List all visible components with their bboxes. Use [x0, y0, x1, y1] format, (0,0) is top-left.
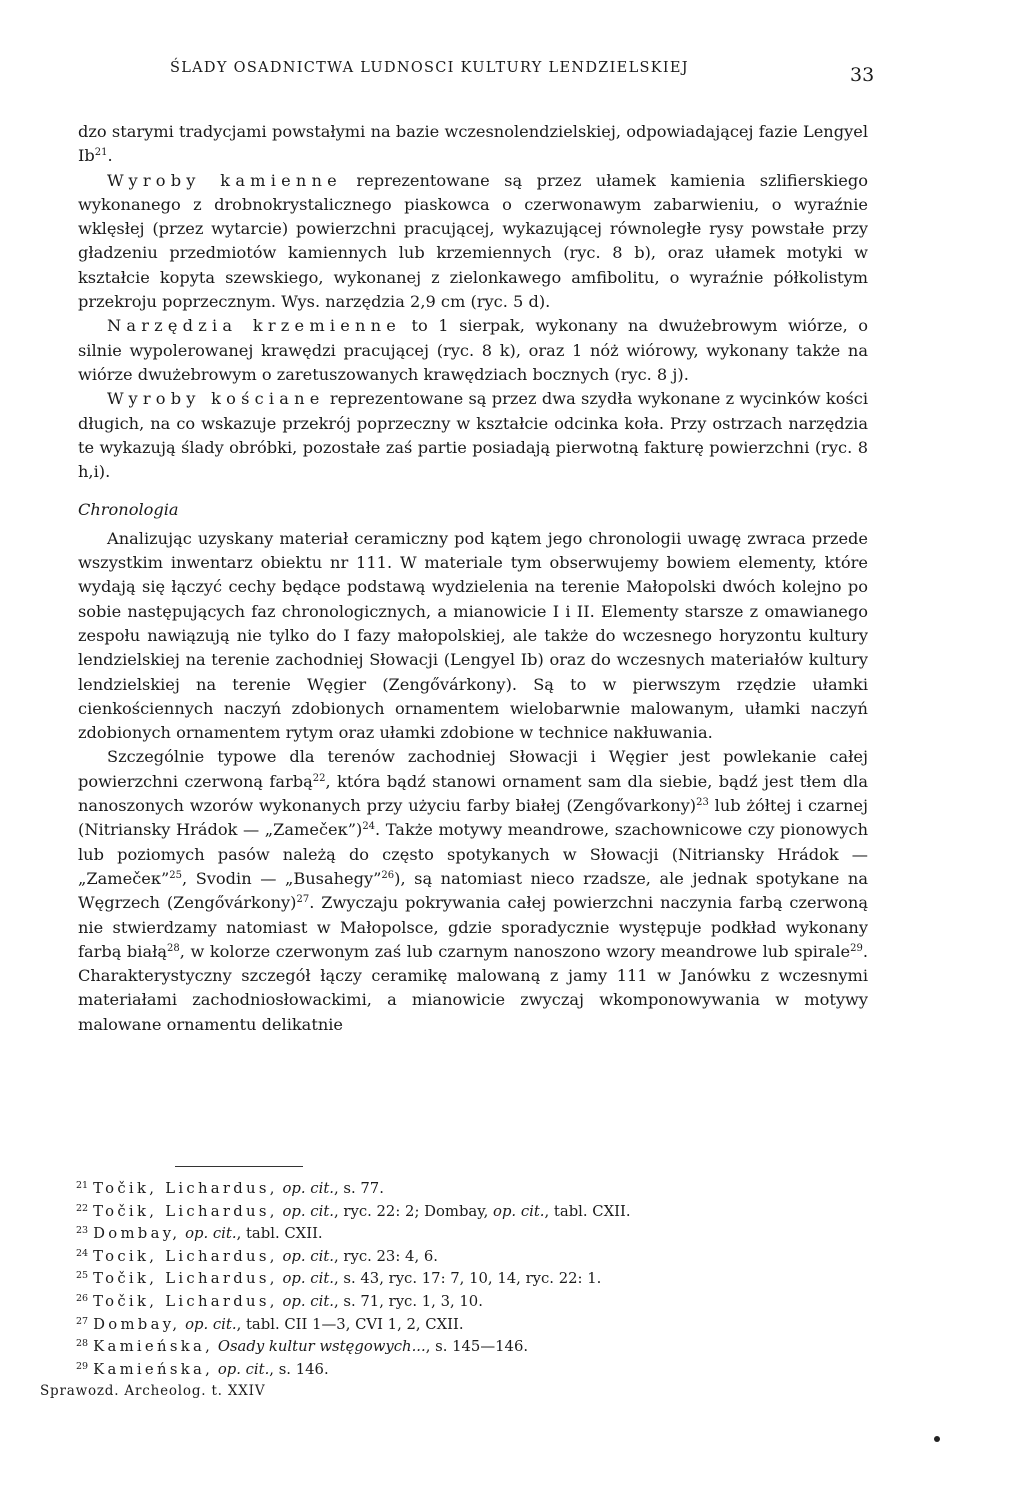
footnote-item: $^{28}$ Kamieńska, Osady kultur wstęgowych..., s. 145—146.	[76, 1338, 529, 1356]
footnote-item: $^{22}$ Točik, Lichardus, op. cit., ryc. 22: 2; Dombay, op. cit., tabl. CXII.	[76, 1202, 631, 1220]
footnote-ref[interactable]: 22	[312, 772, 326, 784]
paragraph-1: dzo starymi tradycjami powstałymi na bazie wczesnolendzielskiej, odpowiadającej fazie Lengyel Ib$^{21}$.	[78, 122, 868, 166]
footnote-item: $^{24}$ Tocik, Lichardus, op. cit., ryc. 23: 4, 6.	[76, 1247, 438, 1265]
footnote-item: $^{25}$ Točik, Lichardus, op. cit., s. 43, ryc. 17: 7, 10, 14, ryc. 22: 1.	[76, 1270, 602, 1288]
footnote-item: $^{26}$ Točik, Lichardus, op. cit., s. 71, ryc. 1, 3, 10.	[76, 1292, 483, 1310]
printer-dot-mark	[934, 1436, 940, 1442]
footnote-item: $^{21}$ Točik, Lichardus, op. cit., s. 77.	[76, 1180, 384, 1197]
signature-note: Sprawozd. Archeolog. t. XXIV	[40, 1383, 266, 1399]
paragraph-bone-artifacts: Wyroby kościane reprezentowane są przez dwa szydła wykonane z wycinków kości długich, na co wskazuje przekrój poprzeczny w kształcie odcinka koła. Przy ostrzach narzędzia te wykazują ślady obróbki, pozostałe zaś partie posiadają pierwotną fakturę powierzchni (ryc. 8 h,i).	[78, 389, 868, 482]
footnote-ref[interactable]: 26	[381, 869, 395, 881]
footnote-ref[interactable]: 24	[362, 821, 376, 833]
main-text	[78, 120, 868, 1037]
footnote-item: $^{23}$ Dombay, op. cit., tabl. CXII.	[76, 1225, 323, 1243]
running-head: ŚLADY OSADNICTWA LUDNOSCI KULTURY LENDZIELSKIEJ	[170, 60, 689, 76]
footnote-ref[interactable]: 29	[850, 942, 863, 954]
footnote-ref[interactable]: 25	[169, 869, 182, 881]
paragraph-painted-ceramics: Szczególnie typowe dla terenów zachodniej Słowacji i Węgier jest powlekanie całej powierzchni czerwoną farbą$^{22}$, która bądź stanowi ornament sam dla siebie, bądź jest tłem dla nanoszonych wzorów wykonanych przy użyciu farby białej (Zengővarkony)$^{23}$ lub żółtej i czarnej (Nitriansky Hrádok — „Zamečeк”)$^{24}$. Także motywy meandrowe, szachownicowe czy pionowych lub poziomych pasów należą do często spotykanych w Słowacji (Nitriansky Hrádok — „Zamečeк”$^{25}$, Svodin — „Busahegy”$^{26}$), są natomiast nieco rzadsze, ale jednak spotykane na Węgrzech (Zengővárkony)$^{27}$. Zwyczaju pokrywania całej powierzchni naczynia farbą czerwoną nie stwierdzamy natomiast w Małopolsce, gdzie sporadycznie występuje podkład wykonany farbą białą$^{28}$, w kolorze czerwonym zaś lub czarnym nanoszono wzory meandrowe lub spirale$^{29}$. Charakterystyczny szczegół łączy ceramikę malowaną z jamy 111 w Janówku z wczesnymi materiałami zachodniosłowackimi, a mianowicie zwyczaj wkomponowywania w motywy malowane ornamentu delikatnie	[78, 747, 869, 1034]
page-number: 33	[850, 64, 875, 86]
paragraph-flint-tools: Narzędzia krzemienne to 1 sierpak, wykonany na dwużebrowym wiórze, o silnie wypolerowanej krawędzi pracującej (ryc. 8 k), oraz 1 nóż wiórowy, wykonany także na wiórze dwużebrowym o zaretuszowanych krawędziach bocznych (ryc. 8 j).	[78, 316, 868, 384]
footnote-divider	[175, 1166, 303, 1167]
footnote-item: $^{27}$ Dombay, op. cit., tabl. CII 1—3, CVI 1, 2, CXII.	[76, 1315, 464, 1333]
footnote-ref[interactable]: 28	[167, 942, 180, 954]
footnotes	[76, 1176, 866, 1379]
footnote-ref[interactable]: 21	[94, 147, 108, 159]
section-heading: Chronologia	[78, 500, 179, 520]
spaced-lead-term: Wyroby kamienne	[107, 170, 342, 190]
footnote-ref[interactable]: 23	[696, 797, 709, 809]
footnote-item: $^{29}$ Kamieńska, op. cit., s. 146.	[76, 1360, 329, 1378]
footnote-ref[interactable]: 27	[296, 894, 310, 906]
spaced-lead-term: Narzędzia krzemienne	[107, 316, 402, 336]
paragraph-stone-artifacts: Wyroby kamienne reprezentowane są przez ułamek kamienia szlifierskiego wykonanego z drobnokrystalicznego piaskowca o czerwonawym zabarwieniu, o wyraźnie wklęsłej (przez wytarcie) powierzchni pracującej, wykazującej równoległe rysy powstałe przy gładzeniu przedmiotów kamiennych lub krzemiennych (ryc. 8 b), oraz ułamek motyki w kształcie kopyta szewskiego, wykonanej z zielonkawego amfibolitu, o wyraźnie półkolistym przekroju poprzecznym. Wys. narzędzia 2,9 cm (ryc. 5 d).	[78, 170, 868, 312]
paragraph-chronology: Analizując uzyskany materiał ceramiczny pod kątem jego chronologii uwagę zwraca przede wszystkim inwentarz obiektu nr 111. W materiale tym obserwujemy bowiem elementy, które wydają się łączyć cechy będące podstawą wydzielenia na terenie Małopolski dwóch kolejno po sobie następujących faz chronologicznych, a mianowicie I i II. Elementy starsze z omawianego zespołu nawiązują nie tylko do I fazy małopolskiej, ale także do wczesnego horyzontu kultury lendzielskiej na terenie zachodniej Słowacji (Lengyel Ib) oraz do wczesnych materiałów kultury lendzielskiej na terenie Węgier (Zengővárkony). Są to w pierwszym rzędzie ułamki cienkościennych naczyń zdobionych ornamentem wielobarwnie malowanym, ułamki naczyń zdobionych ornamentem rytym oraz ułamki zdobione w technice nakłuwania.	[78, 528, 868, 743]
spaced-lead-term: Wyroby kościane	[107, 389, 325, 409]
